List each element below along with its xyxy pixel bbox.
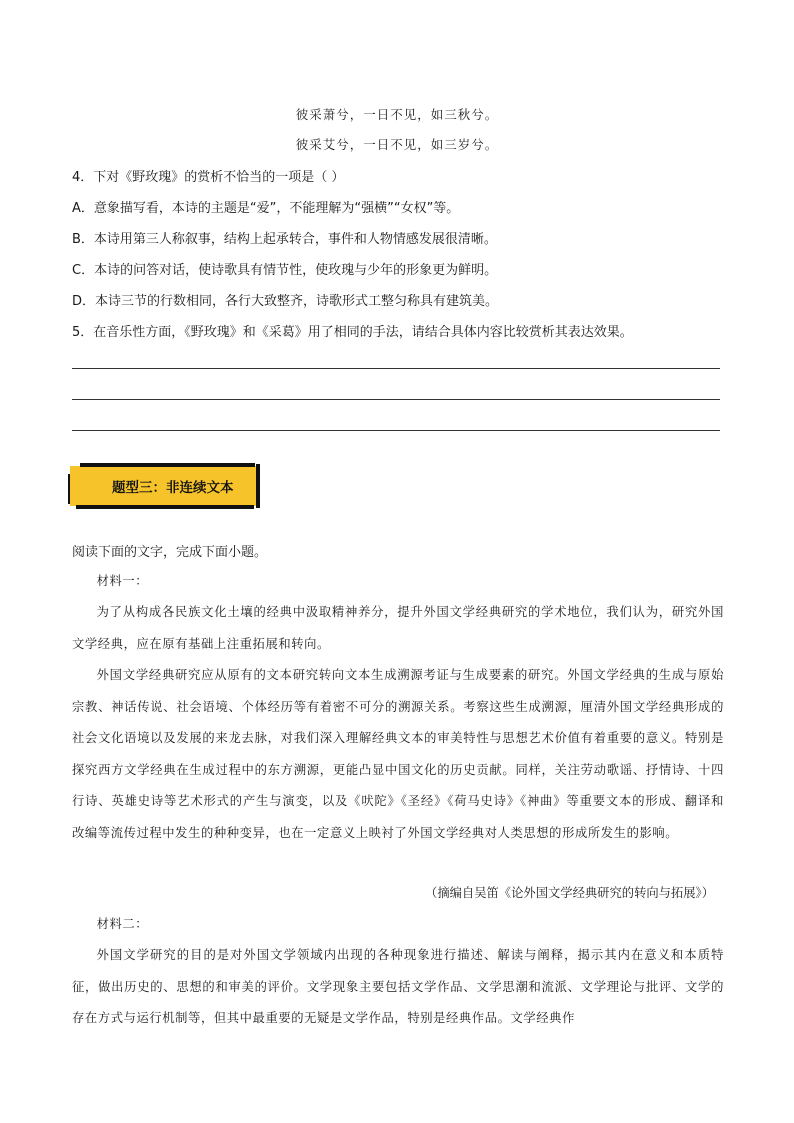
question-4-option-c: C．本诗的问答对话，使诗歌具有情节性，使玫瑰与少年的形象更为鲜明。: [72, 263, 498, 278]
answer-line-2[interactable]: [72, 399, 720, 400]
material-1-label: 材料一：: [96, 574, 149, 588]
material-1-paragraph-1: 为了从构成各民族文化土壤的经典中汲取精神养分，提升外国文学经典研究的学术地位，我们认为，研究外国文学经典，应在原有基础上注重拓展和转向。: [72, 605, 724, 651]
question-4-option-d: D．本诗三节的行数相同，各行大致整齐，诗歌形式工整匀称具有建筑美。: [72, 294, 499, 309]
heading-frame-right: [256, 464, 260, 508]
question-4-option-b: B．本诗用第三人称叙事，结构上起承转合，事件和人物情感发展很清晰。: [72, 232, 497, 247]
material-1-source: （摘编自吴笛《论外国文学经典研究的转向与拓展》）: [425, 886, 714, 900]
answer-line-3[interactable]: [72, 430, 720, 431]
section-heading: [70, 466, 260, 506]
section-title: 题型三：非连续文本: [112, 480, 234, 496]
question-4: 4．下对《野玫瑰》的赏析不恰当的一项是（ ）: [72, 170, 345, 185]
question-5: 5．在音乐性方面，《野玫瑰》和《采葛》用了相同的手法，请结合具体内容比较赏析其表达效果。: [72, 325, 633, 340]
answer-line-1[interactable]: [72, 368, 720, 369]
material-2-paragraph-1: 外国文学研究的目的是对外国文学领域内出现的各种现象进行描述、解读与阐释，揭示其内在意义和本质特征，做出历史的、思想的和审美的评价。文学现象主要包括文学作品、文学思潮和流派、文学理论与批评、文学的存在方式与运行机制等，但其中最重要的无疑是文学作品，特别是经典作品。文学经典作: [72, 948, 724, 1025]
heading-frame-top: [80, 463, 255, 467]
heading-frame-bottom: [76, 505, 254, 509]
poem-line-1: 彼采萧兮，一日不见，如三秋兮。: [295, 107, 499, 122]
question-4-option-a: A．意象描写看，本诗的主题是“爱”，不能理解为“强横”“女权”等。: [72, 201, 460, 216]
poem-line-2: 彼采艾兮，一日不见，如三岁兮。: [295, 137, 499, 152]
reading-instruction: 阅读下面的文字，完成下面小题。: [72, 545, 268, 560]
material-1-paragraph-2: 外国文学经典研究应从原有的文本研究转向文本生成溯源考证与生成要素的研究。外国文学经典的生成与原始宗教、神话传说、社会语境、个体经历等有着密不可分的溯源关系。考察这些生成溯源，厘清外国文学经典形成的社会文化语境以及发展的来龙去脉，对我们深入理解经典文本的审美特性与思想艺术价值有着重要的意义。特别是探究西方文学经典在生成过程中的东方溯源，更能凸显中国文化的历史贡献。同样，关注劳动歌谣、抒情诗、十四行诗、英雄史诗等艺术形式的产生与演变，以及《吠陀》《圣经》《荷马史诗》《神曲》等重要文本的形成、翻译和改编等流传过程中发生的种种变异，也在一定意义上映衬了外国文学经典对人类思想的形成所发生的影响。: [72, 668, 724, 840]
material-2-label: 材料二：: [96, 917, 149, 931]
